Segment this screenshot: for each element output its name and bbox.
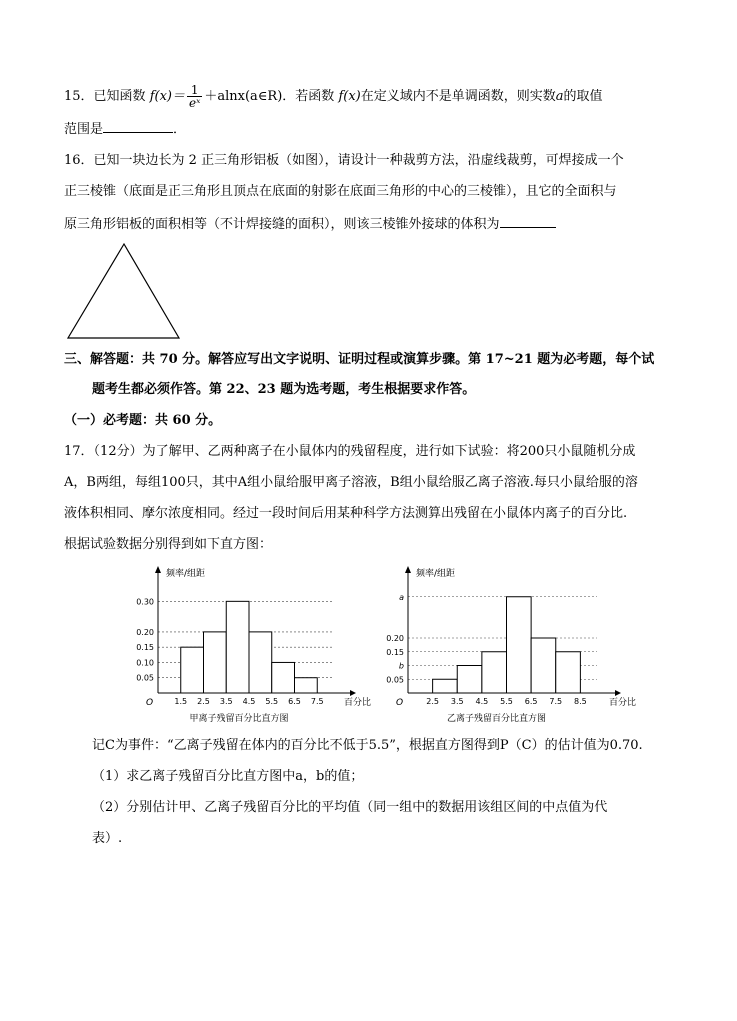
problem-17-question-1: （1）求乙离子残留百分比直方图中a，b的值； — [92, 769, 364, 784]
problem-number: 15． — [64, 89, 94, 104]
y-tick-label: 0.15 — [386, 647, 404, 657]
problem-17-line2: A，B两组，每组100只，其中A组小鼠给服甲离子溶液，B组小鼠给服乙离子溶液.每只小鼠给服的溶 — [64, 475, 638, 490]
y-tick-label: a — [399, 592, 404, 602]
fraction-numerator: 1 — [187, 84, 202, 97]
problem-16-line3 — [64, 214, 556, 236]
problem-17-question-2a: （2）分别估计甲、乙离子残留百分比的平均值（同一组中的数据用该组区间的中点值为代 — [92, 800, 608, 815]
section-3-line2: 题考生都必须作答。第 22、23 题为选考题，考生根据要求作答。 — [92, 382, 476, 397]
section-3-subheading: （一）必考题：共 60 分。 — [64, 413, 222, 428]
x-tick-label: 6.5 — [288, 697, 301, 706]
text: 原三角形铝板的面积相等（不计焊接缝的面积），则该三棱锥外接球的体积为 — [64, 217, 500, 232]
x-tick-label: 2.5 — [426, 697, 439, 706]
histogram-jia — [130, 563, 380, 728]
x-axis-arrow — [615, 690, 621, 696]
histogram-bar — [556, 652, 581, 693]
y-axis-label: 频率/组距 — [416, 569, 456, 579]
text: ． — [173, 122, 187, 137]
problem-17-line1: 17．（12分）为了解甲、乙两种离子在小鼠体内的残留程度，进行如下试验：将200只小鼠随机分成 — [64, 444, 636, 459]
y-tick-label: b — [398, 661, 404, 671]
fraction — [187, 84, 202, 109]
problem-17-line4: 根据试验数据分别得到如下直方图： — [64, 537, 273, 552]
histogram-bar — [433, 679, 458, 693]
x-tick-label: 4.5 — [475, 697, 489, 706]
answer-blank[interactable] — [500, 215, 556, 228]
text: 范围是 — [64, 122, 104, 137]
histogram-yi — [380, 563, 645, 728]
y-axis-arrow — [405, 566, 411, 573]
math-expr: f(x)＝ — [149, 89, 185, 104]
problem-16-line1: 16．已知一块边长为 2 正三角形铝板（如图），请设计一种裁剪方法，沿虚线裁剪，可焊接成一个 — [64, 153, 624, 168]
histogram-bar — [507, 597, 532, 693]
origin-label: O — [396, 698, 404, 708]
histogram-bar — [457, 666, 482, 694]
problem-16-line2: 正三棱锥（底面是正三角形且顶点在底面的射影在底面三角形的中心的三棱锥），且它的全面积与 — [64, 184, 617, 199]
y-tick-label: 0.10 — [136, 658, 154, 668]
x-tick-label: 7.5 — [310, 697, 324, 706]
x-tick-label: 5.5 — [265, 697, 279, 706]
x-tick-label: 7.5 — [549, 697, 563, 706]
problem-15-line1 — [64, 84, 603, 109]
triangle-figure — [64, 240, 184, 342]
problem-17-line3: 液体积相同、摩尔浓度相同。经过一段时间后用某种科学方法测算出残留在小鼠体内离子的百分比. — [64, 506, 628, 521]
chart-title: 甲离子残留百分比直方图 — [189, 714, 289, 724]
histogram-bar — [531, 638, 556, 693]
x-tick-label: 2.5 — [197, 697, 210, 706]
x-tick-label: 6.5 — [524, 697, 538, 706]
problem-17-question-2b: 表）. — [92, 831, 123, 846]
y-tick-label: 0.20 — [136, 627, 154, 637]
histogram-bar — [295, 678, 318, 693]
text: 已知函数 — [93, 89, 146, 104]
section-3-line1: 三、解答题：共 70 分。解答应写出文字说明、证明过程或演算步骤。第 17~21 题为必考题，每个试 — [64, 352, 655, 367]
y-tick-label: 0.05 — [136, 673, 154, 683]
histogram-bar — [204, 632, 227, 693]
text: 在定义域内不是单调函数，则实数 — [360, 89, 556, 104]
x-tick-label: 4.5 — [242, 697, 256, 706]
fraction-denominator: eˣ — [189, 96, 201, 110]
histogram-bar — [249, 632, 272, 693]
y-tick-label: 0.20 — [386, 634, 404, 643]
math-expr: f(x) — [338, 89, 361, 104]
x-tick-label: 1.5 — [174, 697, 188, 706]
x-axis-label: 百分比 — [609, 698, 637, 708]
problem-15-line2 — [64, 119, 186, 141]
y-axis-label: 频率/组距 — [166, 569, 206, 579]
math-var: a — [555, 89, 564, 104]
origin-label: O — [146, 698, 154, 708]
text: ＋alnx(a∈R)．若函数 — [204, 89, 335, 104]
x-tick-label: 8.5 — [574, 697, 587, 706]
problem-17-event: 记C为事件：“乙离子残留在体内的百分比不低于5.5”，根据直方图得到P（C）的估计值为0.70. — [92, 738, 643, 753]
equilateral-triangle — [68, 244, 179, 338]
x-tick-label: 3.5 — [450, 697, 464, 706]
y-tick-label: 0.15 — [136, 643, 154, 653]
histogram-bar — [226, 601, 249, 693]
histogram-bar — [272, 662, 295, 693]
x-tick-label: 3.5 — [219, 697, 233, 706]
x-axis-arrow — [350, 690, 356, 696]
y-axis-arrow — [155, 566, 161, 573]
x-tick-label: 5.5 — [500, 697, 513, 706]
chart-title: 乙离子残留百分比直方图 — [446, 714, 547, 724]
histogram-bar — [482, 652, 507, 693]
x-axis-label: 百分比 — [344, 698, 372, 708]
y-tick-label: 0.05 — [386, 675, 404, 685]
histogram-bar — [181, 647, 204, 693]
y-tick-label: 0.30 — [136, 597, 154, 607]
text: 的取值 — [563, 89, 603, 104]
answer-blank[interactable] — [103, 120, 173, 133]
